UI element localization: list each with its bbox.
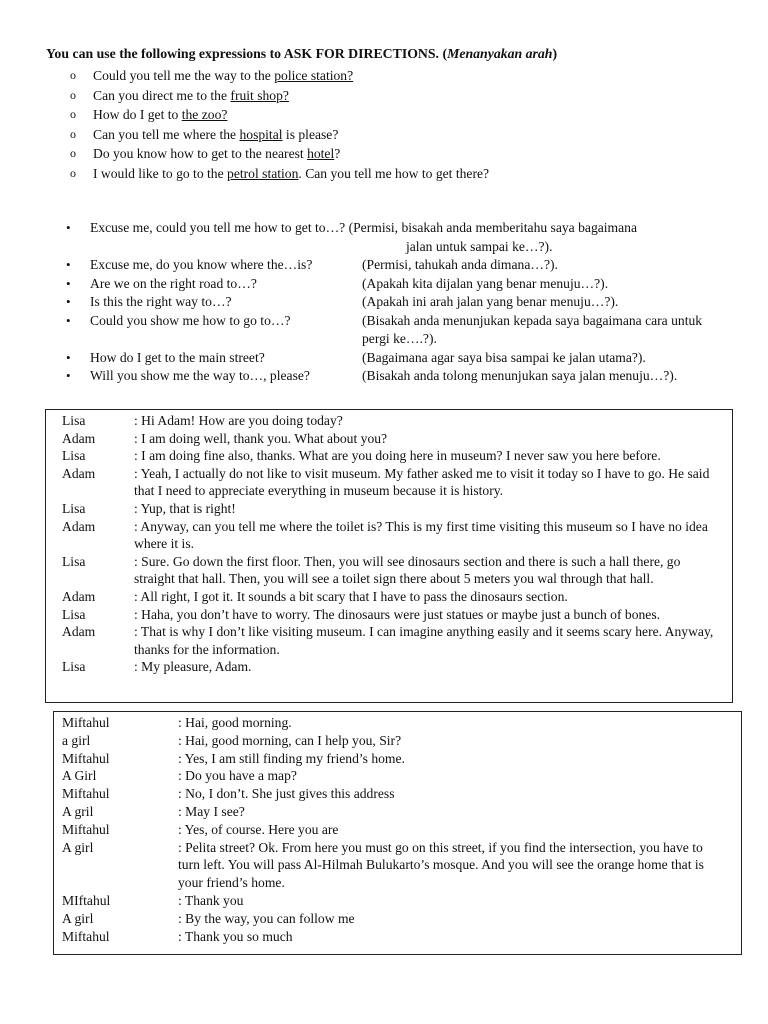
dialogue-box-museum: [45, 409, 733, 703]
utterance: : Do you have a map?: [178, 768, 297, 784]
utterance: : Thank you: [178, 892, 244, 908]
utterance: : Anyway, can you tell me where the toilet is? This is my first time visiting this museum so I have no idea where it is.: [134, 518, 708, 552]
speaker: Miftahul: [62, 821, 110, 837]
list-item: • Are we on the right road to…? (Apakah kita dijalan yang benar menuju…?).: [66, 275, 722, 294]
speaker: A girl: [62, 910, 94, 926]
list-item: • Could you show me how to go to…? (Bisakah anda menunjukan kepada saya bagaimana cara untuk pergi ke….?).: [66, 312, 722, 349]
speaker: Lisa: [62, 606, 86, 622]
dialogue-line: [54, 732, 741, 750]
speaker: Miftahul: [62, 715, 110, 730]
utterance: : By the way, you can follow me: [178, 910, 355, 926]
speaker: Lisa: [62, 448, 86, 464]
dialogue-line: [54, 839, 741, 892]
utterance: : Thank you so much: [178, 928, 293, 944]
list-item: o Can you tell me where the hospital is please?: [70, 125, 489, 145]
dialogue-line: [54, 785, 741, 803]
dialogue-line: [46, 447, 732, 465]
dialogue-line: [54, 767, 741, 785]
utterance: : I am doing well, thank you. What about you?: [134, 430, 388, 446]
utterance: : Yes, I am still finding my friend’s home.: [178, 750, 405, 766]
utterance: : Haha, you don’t have to worry. The dinosaurs were just statues or maybe just a bunch of bones.: [134, 606, 661, 622]
dialogue-line: [54, 821, 741, 839]
speaker: Lisa: [62, 413, 86, 428]
section-heading: You can use the following expressions to ASK FOR DIRECTIONS. (Menanyakan arah): [46, 46, 558, 61]
dialogue-line: [54, 910, 741, 928]
list-item: o Can you direct me to the fruit shop?: [70, 86, 489, 106]
speaker: MIftahul: [62, 892, 111, 908]
dialogue-line: [46, 465, 732, 500]
list-item: • Excuse me, could you tell me how to get to…? (Permisi, bisakah anda memberitahu saya bagaimana jalan untuk sampai ke…?).: [66, 219, 722, 256]
dialogue-line: [46, 623, 732, 658]
speaker: Adam: [62, 465, 96, 481]
utterance: : Sure. Go down the first floor. Then, you will see dinosaurs section and there is such a hall there, go straight that hall. Then, you will see a toilet sign there about 5 meters you wal through that hall.: [134, 553, 681, 587]
utterance: : Yup, that is right!: [134, 500, 236, 516]
speaker: A Girl: [62, 768, 97, 784]
list-item: • Will you show me the way to…, please? (Bisakah anda tolong menunjukan saya jalan menuju…?).: [66, 367, 722, 386]
list-item: • Is this the right way to…? (Apakah ini arah jalan yang benar menuju…?).: [66, 293, 722, 312]
speaker: Lisa: [62, 500, 86, 516]
speaker: Lisa: [62, 659, 86, 675]
utterance: : May I see?: [178, 803, 245, 819]
utterance: : Hai, good morning.: [178, 715, 292, 730]
list-item: • How do I get to the main street? (Bagaimana agar saya bisa sampai ke jalan utama?).: [66, 349, 722, 368]
dialogue-line: [46, 500, 732, 518]
dialogue-line: [46, 606, 732, 624]
heading-italic: Menanyakan arah: [447, 46, 553, 61]
ask-directions-list: [70, 66, 489, 183]
utterance: : All right, I got it. It sounds a bit scary that I have to pass the dinosaurs section.: [134, 588, 568, 604]
speaker: Miftahul: [62, 786, 110, 802]
utterance: : No, I don’t. She just gives this address: [178, 786, 395, 802]
dialogue-line: [46, 412, 732, 430]
speaker: Adam: [62, 624, 96, 640]
list-item: o Could you tell me the way to the police station?: [70, 66, 489, 86]
list-item: • Excuse me, do you know where the…is? (Permisi, tahukah anda dimana…?).: [66, 256, 722, 275]
list-item: o Do you know how to get to the nearest hotel?: [70, 144, 489, 164]
speaker: Adam: [62, 518, 96, 534]
utterance: : Pelita street? Ok. From here you must go on this street, if you find the intersection, you have to turn left. You will pass Al-Hilmah Bulukarto’s mosque. And you will see the orange home that is your friend’s home.: [178, 839, 704, 891]
speaker: a girl: [62, 732, 91, 748]
speaker: Lisa: [62, 553, 86, 569]
dialogue-line: [54, 803, 741, 821]
utterance: : Hi Adam! How are you doing today?: [134, 413, 343, 428]
utterance: : Yes, of course. Here you are: [178, 821, 339, 837]
dialogue-line: [54, 892, 741, 910]
speaker: Miftahul: [62, 750, 110, 766]
dialogue-line: [46, 658, 732, 676]
list-item: o How do I get to the zoo?: [70, 105, 489, 125]
dialogue-line: [54, 750, 741, 768]
speaker: A girl: [62, 839, 94, 855]
dialogue-line: [46, 588, 732, 606]
speaker: Adam: [62, 588, 96, 604]
dialogue-line: [54, 714, 741, 732]
dialogue-box-address: [53, 711, 742, 955]
speaker: Miftahul: [62, 928, 110, 944]
list-item: o I would like to go to the petrol station. Can you tell me how to get there?: [70, 164, 489, 184]
dialogue-line: [54, 928, 741, 946]
phrase-translation-list: [66, 219, 722, 386]
speaker: A gril: [62, 803, 94, 819]
speaker: Adam: [62, 430, 96, 446]
dialogue-line: [46, 553, 732, 588]
dialogue-line: [46, 518, 732, 553]
utterance: : Yeah, I actually do not like to visit museum. My father asked me to visit it today so I have to go. He said that I need to appreciate everything in museum because it is history.: [134, 465, 710, 499]
utterance: : That is why I don’t like visiting museum. I can imagine anything easily and it seems scary here. Anyway, thanks for the information.: [134, 624, 714, 657]
utterance: : Hai, good morning, can I help you, Sir?: [178, 732, 402, 748]
dialogue-line: [46, 430, 732, 448]
utterance: : My pleasure, Adam.: [134, 659, 252, 675]
utterance: : I am doing fine also, thanks. What are you doing here in museum? I never saw you here before.: [134, 448, 661, 464]
